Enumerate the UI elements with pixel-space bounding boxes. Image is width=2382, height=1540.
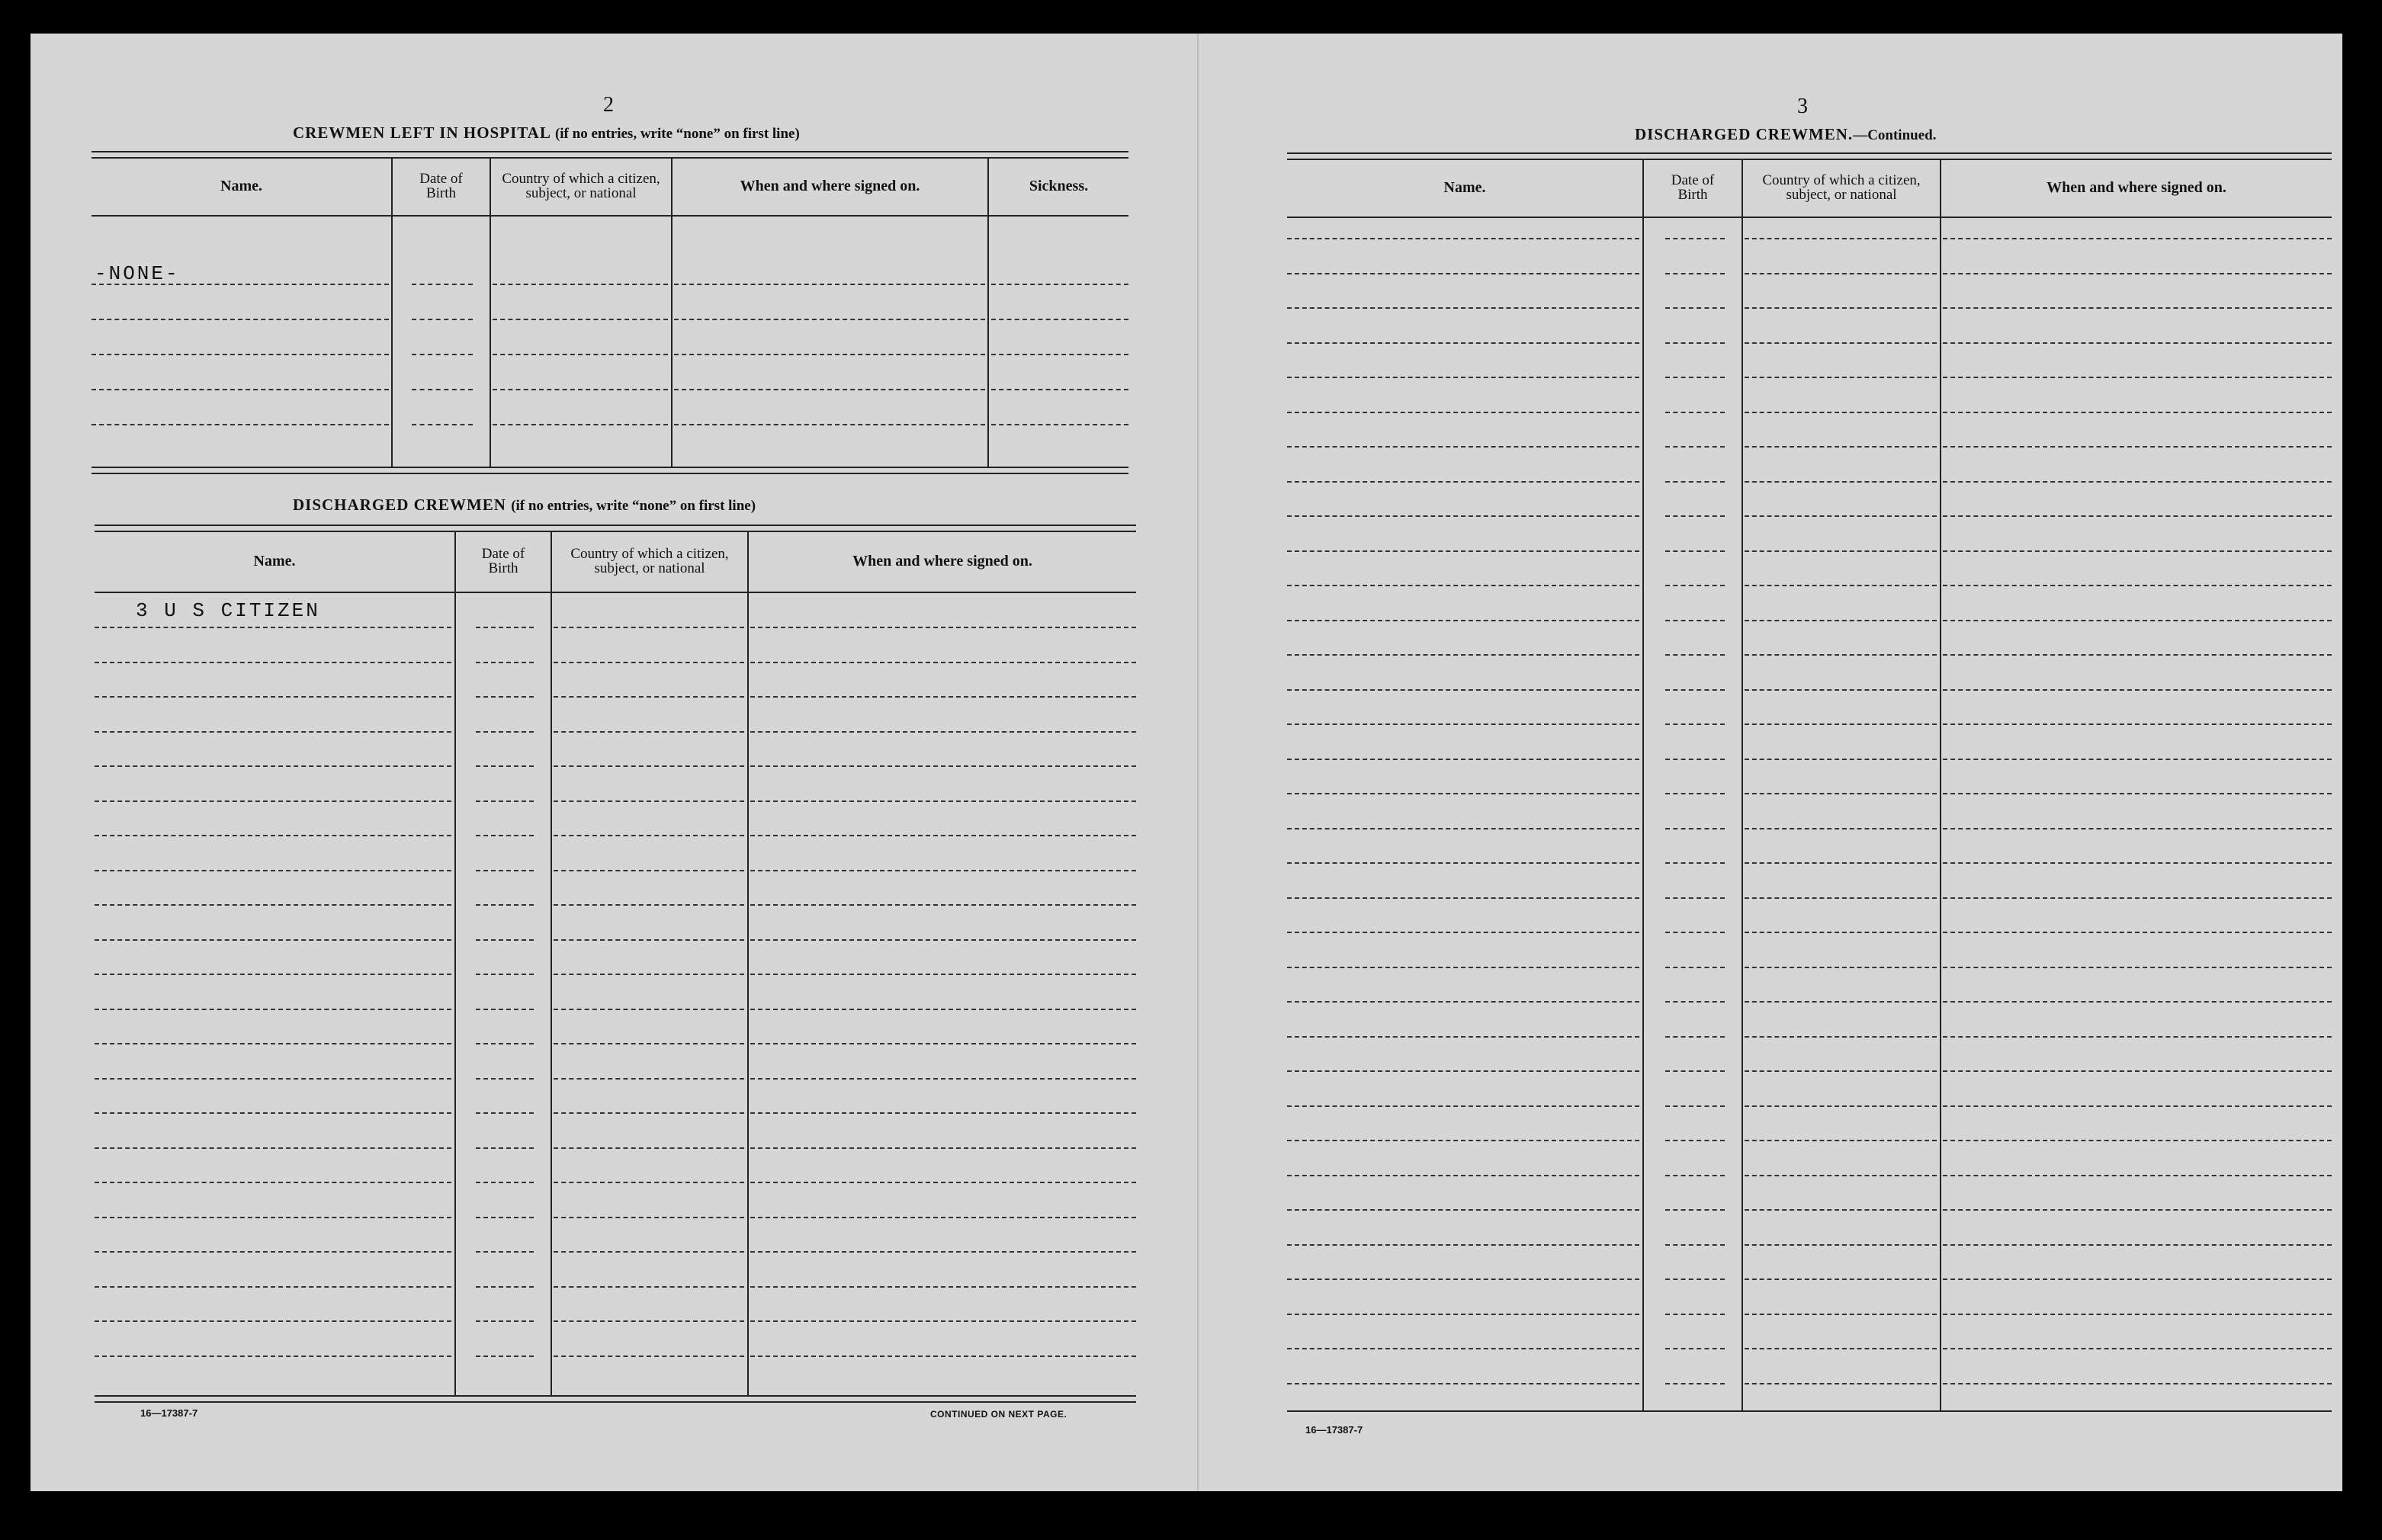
ruled-line <box>1745 515 1937 517</box>
discharged-header-rule <box>95 592 1136 593</box>
ruled-line <box>1943 793 2332 794</box>
ruled-line <box>1745 1383 1937 1384</box>
ruled-line <box>1287 1279 1639 1280</box>
ruled-line <box>554 1147 744 1149</box>
ruled-line <box>493 424 668 425</box>
ruled-line <box>1287 1105 1639 1107</box>
ruled-line <box>750 800 1136 802</box>
ruled-line <box>1665 1244 1725 1246</box>
ruled-line <box>750 1182 1136 1183</box>
ruled-line <box>1943 1209 2332 1211</box>
right-col-name: Name. <box>1443 179 1486 196</box>
ruled-line <box>476 800 534 802</box>
ruled-line <box>1943 481 2332 483</box>
ruled-line <box>91 424 389 425</box>
ruled-line <box>1665 967 1725 968</box>
ruled-line <box>476 1147 534 1149</box>
ruled-line <box>1665 1070 1725 1072</box>
ruled-line <box>1745 1348 1937 1349</box>
hospital-entry-none: -NONE- <box>95 262 180 285</box>
ruled-line <box>1745 307 1937 309</box>
page-number: 3 <box>1797 95 1808 118</box>
ruled-line <box>1745 620 1937 621</box>
ruled-line <box>674 319 985 320</box>
discharged-col-divider <box>747 531 749 1395</box>
ruled-line <box>1745 1209 1937 1211</box>
ruled-line <box>554 1356 744 1357</box>
ruled-line <box>1287 515 1639 517</box>
ruled-line <box>1665 550 1725 552</box>
ruled-line <box>1943 967 2332 968</box>
ruled-line <box>1745 1001 1937 1003</box>
ruled-line <box>1665 481 1725 483</box>
ruled-line <box>1665 1279 1725 1280</box>
form-id: 16—17387-7 <box>140 1407 198 1419</box>
ruled-line <box>1745 1036 1937 1038</box>
hospital-col-signed-on: When and where signed on. <box>740 178 920 194</box>
ruled-line <box>1665 446 1725 448</box>
ruled-line <box>750 1286 1136 1288</box>
ruled-line <box>991 424 1128 425</box>
ruled-line <box>1745 932 1937 933</box>
ruled-line <box>1943 759 2332 760</box>
discharged-col-country: Country of which a citizen, subject, or national <box>570 546 729 576</box>
ruled-line <box>750 1251 1136 1253</box>
ruled-line <box>1287 862 1639 864</box>
ruled-line <box>554 1078 744 1080</box>
hospital-table <box>91 151 1128 471</box>
ruled-line <box>95 1147 451 1149</box>
discharged-continued-table <box>1287 152 2332 1418</box>
ruled-line <box>1943 1001 2332 1003</box>
ruled-line <box>991 389 1128 390</box>
ruled-line <box>476 1112 534 1114</box>
ruled-line <box>1745 723 1937 725</box>
ruled-line <box>1745 446 1937 448</box>
ruled-line <box>476 662 534 663</box>
form-id: 16—17387-7 <box>1305 1424 1363 1436</box>
ruled-line <box>1943 828 2332 829</box>
ruled-line <box>95 1251 451 1253</box>
right-col-divider <box>1940 159 1941 1410</box>
ruled-line <box>554 1251 744 1253</box>
ruled-line <box>1287 377 1639 378</box>
ruled-line <box>1943 1244 2332 1246</box>
ruled-line <box>750 870 1136 871</box>
ruled-line <box>554 1182 744 1183</box>
ruled-line <box>95 1112 451 1114</box>
ruled-line <box>750 939 1136 941</box>
ruled-line <box>1287 1383 1639 1384</box>
ruled-line <box>1287 620 1639 621</box>
ruled-line <box>554 1217 744 1218</box>
ruled-line <box>750 1147 1136 1149</box>
ruled-line <box>95 765 451 767</box>
ruled-line <box>554 800 744 802</box>
page-number: 2 <box>603 93 614 117</box>
ruled-line <box>1943 897 2332 899</box>
discharged-continued-label: DISCHARGED CREWMEN. <box>1635 125 1854 143</box>
ruled-line <box>554 765 744 767</box>
hospital-col-country: Country of which a citizen, subject, or national <box>502 171 660 201</box>
ruled-line <box>1287 1348 1639 1349</box>
ruled-line <box>1745 342 1937 344</box>
ruled-line <box>750 974 1136 975</box>
ruled-line <box>1665 412 1725 413</box>
ruled-line <box>95 1182 451 1183</box>
right-col-country: Country of which a citizen, subject, or national <box>1762 172 1921 203</box>
ruled-line <box>750 662 1136 663</box>
hospital-col-sickness: Sickness. <box>1029 178 1089 194</box>
ruled-line <box>554 1009 744 1010</box>
ruled-line <box>412 284 473 285</box>
ruled-line <box>1287 759 1639 760</box>
ruled-line <box>1943 238 2332 239</box>
ruled-line <box>1287 1070 1639 1072</box>
page-2 <box>30 34 1197 1491</box>
ruled-line <box>991 284 1128 285</box>
ruled-line <box>91 319 389 320</box>
ruled-line <box>1287 967 1639 968</box>
ruled-line <box>750 1356 1136 1357</box>
ruled-line <box>1665 1036 1725 1038</box>
ruled-line <box>1745 967 1937 968</box>
ruled-line <box>554 627 744 628</box>
ruled-line <box>1665 723 1725 725</box>
ruled-line <box>476 939 534 941</box>
ruled-line <box>476 1320 534 1322</box>
ruled-line <box>1943 1314 2332 1315</box>
ruled-line <box>95 1043 451 1044</box>
ruled-line <box>1287 793 1639 794</box>
ruled-line <box>95 800 451 802</box>
discharged-entry: 3 U S CITIZEN <box>136 599 320 622</box>
ruled-line <box>1287 342 1639 344</box>
ruled-line <box>412 389 473 390</box>
ruled-line <box>750 1078 1136 1080</box>
ruled-line <box>1287 273 1639 274</box>
ruled-line <box>1943 932 2332 933</box>
ruled-line <box>95 696 451 698</box>
ruled-line <box>750 627 1136 628</box>
ruled-line <box>750 1009 1136 1010</box>
hospital-col-name: Name. <box>220 178 262 194</box>
ruled-line <box>476 870 534 871</box>
ruled-line <box>1943 446 2332 448</box>
ruled-line <box>554 1112 744 1114</box>
ruled-line <box>1745 654 1937 656</box>
ruled-line <box>1287 897 1639 899</box>
right-col-divider <box>1742 159 1743 1410</box>
ruled-line <box>95 904 451 906</box>
ruled-line <box>1745 1244 1937 1246</box>
ruled-line <box>95 627 451 628</box>
right-col-divider <box>1642 159 1644 1410</box>
ruled-line <box>1943 1279 2332 1280</box>
ruled-line <box>1745 1175 1937 1176</box>
ruled-line <box>412 424 473 425</box>
ruled-line <box>95 1286 451 1288</box>
ruled-line <box>493 284 668 285</box>
ruled-line <box>1943 1140 2332 1141</box>
ruled-line <box>1665 1105 1725 1107</box>
ruled-line <box>750 835 1136 836</box>
ruled-line <box>95 662 451 663</box>
ruled-line <box>91 354 389 355</box>
ruled-line <box>1287 1001 1639 1003</box>
ruled-line <box>1745 828 1937 829</box>
ruled-line <box>1943 1175 2332 1176</box>
ruled-line <box>1745 759 1937 760</box>
hospital-title: CREWMEN LEFT IN HOSPITAL <box>293 124 551 142</box>
ruled-line <box>1287 828 1639 829</box>
ruled-line <box>554 835 744 836</box>
ruled-line <box>1943 620 2332 621</box>
ruled-line <box>1943 1036 2332 1038</box>
ruled-line <box>1665 897 1725 899</box>
ruled-line <box>1943 412 2332 413</box>
ruled-line <box>1745 793 1937 794</box>
ruled-line <box>750 765 1136 767</box>
ruled-line <box>1943 1070 2332 1072</box>
ruled-line <box>1287 550 1639 552</box>
ruled-line <box>554 1320 744 1322</box>
ruled-line <box>1943 307 2332 309</box>
discharged-bottom-rule <box>95 1395 1136 1403</box>
continued-note: CONTINUED ON NEXT PAGE. <box>930 1409 1067 1420</box>
ruled-line <box>1943 377 2332 378</box>
ruled-line <box>476 1286 534 1288</box>
ruled-line <box>1745 1279 1937 1280</box>
ruled-line <box>1665 620 1725 621</box>
discharged-title: DISCHARGED CREWMEN <box>293 496 506 514</box>
ruled-line <box>750 696 1136 698</box>
ruled-line <box>1287 585 1639 586</box>
ruled-line <box>1745 897 1937 899</box>
right-col-signed-on: When and where signed on. <box>2047 179 2226 196</box>
ruled-line <box>1287 1175 1639 1176</box>
ruled-line <box>476 1356 534 1357</box>
discharged-table <box>95 491 1136 1404</box>
ruled-line <box>1745 550 1937 552</box>
ruled-line <box>95 1009 451 1010</box>
hospital-section-title <box>293 124 800 143</box>
ruled-line <box>1665 1383 1725 1384</box>
ruled-line <box>991 319 1128 320</box>
discharged-col-dob: Date of Birth <box>481 546 525 576</box>
ruled-line <box>554 696 744 698</box>
ruled-line <box>476 1251 534 1253</box>
ruled-line <box>1943 515 2332 517</box>
ruled-line <box>95 731 451 733</box>
ruled-line <box>1943 273 2332 274</box>
ruled-line <box>1287 1244 1639 1246</box>
continued-suffix: —Continued. <box>1853 127 1937 143</box>
ruled-line <box>1665 238 1725 239</box>
ruled-line <box>674 424 985 425</box>
ruled-line <box>1287 481 1639 483</box>
ruled-line <box>1745 689 1937 691</box>
ruled-line <box>476 1182 534 1183</box>
ruled-line <box>1665 689 1725 691</box>
hospital-note: (if no entries, write “none” on first line) <box>554 126 800 142</box>
ruled-line <box>1745 273 1937 274</box>
discharged-note: (if no entries, write “none” on first line) <box>511 498 756 514</box>
ruled-line <box>554 939 744 941</box>
ruled-line <box>674 389 985 390</box>
ruled-line <box>1287 1140 1639 1141</box>
ruled-line <box>1287 1314 1639 1315</box>
ruled-line <box>95 1320 451 1322</box>
ruled-line <box>493 354 668 355</box>
ruled-line <box>95 939 451 941</box>
ruled-line <box>1665 1348 1725 1349</box>
ruled-line <box>493 319 668 320</box>
ruled-line <box>476 696 534 698</box>
ruled-line <box>1943 342 2332 344</box>
ruled-line <box>1287 723 1639 725</box>
ruled-line <box>476 904 534 906</box>
ruled-line <box>1745 1070 1937 1072</box>
ruled-line <box>476 627 534 628</box>
ruled-line <box>1745 1105 1937 1107</box>
ruled-line <box>1943 1383 2332 1384</box>
ruled-line <box>1943 862 2332 864</box>
ruled-line <box>554 662 744 663</box>
ruled-line <box>750 904 1136 906</box>
ruled-line <box>1287 446 1639 448</box>
ruled-line <box>95 1217 451 1218</box>
discharged-continued-title <box>1635 125 1936 144</box>
ruled-line <box>476 1043 534 1044</box>
ruled-line <box>95 835 451 836</box>
ruled-line <box>1665 377 1725 378</box>
ruled-line <box>1287 689 1639 691</box>
ruled-line <box>1287 238 1639 239</box>
ruled-line <box>95 870 451 871</box>
ruled-line <box>476 1217 534 1218</box>
ruled-line <box>95 1078 451 1080</box>
ruled-line <box>1665 828 1725 829</box>
ruled-line <box>1665 1140 1725 1141</box>
ruled-line <box>1745 238 1937 239</box>
ruled-line <box>1745 481 1937 483</box>
ruled-line <box>1665 862 1725 864</box>
ruled-line <box>1665 1314 1725 1315</box>
ruled-line <box>1287 932 1639 933</box>
right-header-rule <box>1287 217 2332 218</box>
ruled-line <box>95 974 451 975</box>
ruled-line <box>1745 862 1937 864</box>
ruled-line <box>1665 793 1725 794</box>
ruled-line <box>1665 515 1725 517</box>
ruled-line <box>750 1320 1136 1322</box>
ruled-line <box>1665 932 1725 933</box>
ruled-line <box>1665 759 1725 760</box>
ruled-line <box>1943 1348 2332 1349</box>
ruled-line <box>412 319 473 320</box>
ruled-line <box>412 354 473 355</box>
hospital-bottom-rule <box>91 467 1128 474</box>
ledger-sheet <box>30 34 2342 1491</box>
ruled-line <box>554 1043 744 1044</box>
ruled-line <box>91 284 389 285</box>
ruled-line <box>1745 1314 1937 1315</box>
ruled-line <box>554 904 744 906</box>
ruled-line <box>1287 1036 1639 1038</box>
ruled-line <box>1287 307 1639 309</box>
discharged-col-name: Name. <box>253 553 296 569</box>
ruled-line <box>476 731 534 733</box>
ruled-line <box>476 1078 534 1080</box>
ruled-line <box>1665 585 1725 586</box>
right-col-dob: Date of Birth <box>1671 172 1715 203</box>
ruled-line <box>476 974 534 975</box>
ruled-line <box>1665 273 1725 274</box>
ruled-line <box>476 835 534 836</box>
ruled-line <box>1287 654 1639 656</box>
ruled-line <box>674 354 985 355</box>
ruled-line <box>674 284 985 285</box>
ruled-line <box>1665 1001 1725 1003</box>
ruled-line <box>95 1356 451 1357</box>
ruled-line <box>1665 1209 1725 1211</box>
ruled-line <box>1745 1140 1937 1141</box>
ruled-line <box>554 870 744 871</box>
ruled-line <box>1665 654 1725 656</box>
ruled-line <box>750 731 1136 733</box>
ruled-line <box>1745 412 1937 413</box>
ruled-line <box>554 1286 744 1288</box>
ruled-line <box>1745 377 1937 378</box>
ruled-line <box>1665 307 1725 309</box>
ruled-line <box>1287 412 1639 413</box>
discharged-col-divider <box>551 531 552 1395</box>
page-3 <box>1197 34 2344 1491</box>
ruled-line <box>1745 585 1937 586</box>
ruled-line <box>476 1009 534 1010</box>
ruled-line <box>1943 723 2332 725</box>
ruled-line <box>1943 550 2332 552</box>
ruled-line <box>750 1217 1136 1218</box>
hospital-col-dob: Date of Birth <box>419 171 463 201</box>
ruled-line <box>493 389 668 390</box>
ruled-line <box>750 1043 1136 1044</box>
ruled-line <box>1665 342 1725 344</box>
ruled-line <box>1287 1209 1639 1211</box>
right-bottom-rule <box>1287 1410 2332 1412</box>
ruled-line <box>476 765 534 767</box>
ruled-line <box>1943 654 2332 656</box>
ruled-line <box>554 731 744 733</box>
ruled-line <box>91 389 389 390</box>
ruled-line <box>1665 1175 1725 1176</box>
discharged-col-divider <box>454 531 456 1395</box>
ruled-line <box>1943 1105 2332 1107</box>
ruled-line <box>554 974 744 975</box>
ruled-line <box>1943 585 2332 586</box>
hospital-header-rule <box>91 215 1128 217</box>
ruled-line <box>991 354 1128 355</box>
ruled-line <box>1943 689 2332 691</box>
discharged-col-signed-on: When and where signed on. <box>852 553 1032 569</box>
ruled-line <box>750 1112 1136 1114</box>
